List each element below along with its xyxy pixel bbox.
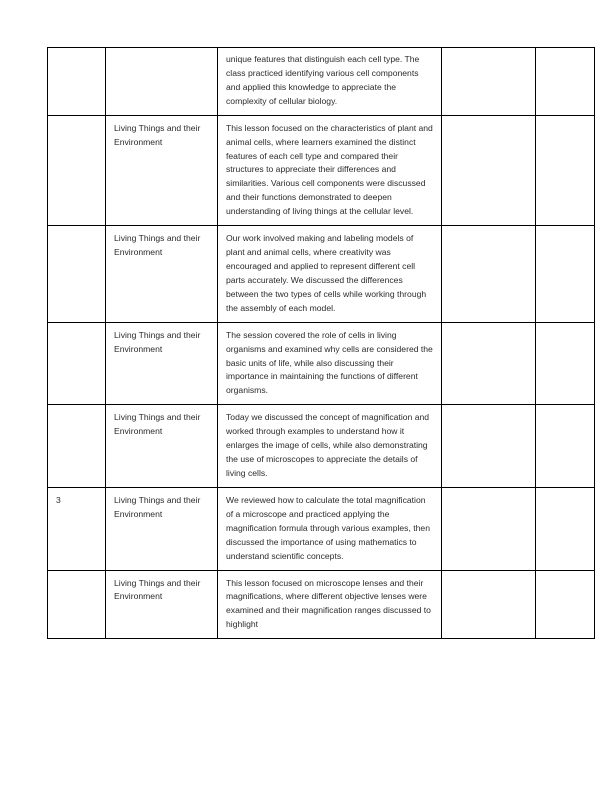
cell-extra2 (536, 405, 595, 488)
cell-reflection: Our work involved making and labeling models of plant and animal cells, where creativity was encouraged and applied to represent different cell parts accurately. We discussed the differences between the two types of cells while working through the assembly of each model. (218, 226, 442, 323)
cell-strand: Living Things and their Environment (106, 405, 218, 488)
cell-week-number: 3 (48, 487, 106, 570)
cell-extra1 (442, 322, 536, 405)
cell-reflection: This lesson focused on the characteristics of plant and animal cells, where learners examined the distinct features of each cell type and compared their structures to appreciate their differences and similarities. Various cell components were discussed and their functions demonstrated to deepen understanding of living things at the cellular level. (218, 115, 442, 225)
cell-reflection: Today we discussed the concept of magnification and worked through examples to understand how it enlarges the image of cells, while also demonstrating the use of microscopes to appreciate the details of living cells. (218, 405, 442, 488)
cell-extra1 (442, 405, 536, 488)
cell-extra2 (536, 570, 595, 639)
cell-strand (106, 48, 218, 116)
cell-extra2 (536, 322, 595, 405)
table-row (48, 115, 595, 225)
cell-strand: Living Things and their Environment (106, 570, 218, 639)
cell-extra1 (442, 226, 536, 323)
table-row (48, 570, 595, 639)
cell-week (48, 570, 106, 639)
cell-week (48, 405, 106, 488)
table-row (48, 226, 595, 323)
cell-strand: Living Things and their Environment (106, 226, 218, 323)
cell-reflection: We reviewed how to calculate the total magnification of a microscope and practiced applying the magnification formula through various examples, then discussed the importance of using mathematics to understand scientific concepts. (218, 487, 442, 570)
cell-extra1 (442, 487, 536, 570)
cell-reflection: This lesson focused on microscope lenses and their magnifications, where different objective lenses were examined and their magnification ranges discussed to highlight (218, 570, 442, 639)
cell-week (48, 226, 106, 323)
table-row (48, 487, 595, 570)
cell-extra2 (536, 115, 595, 225)
cell-week (48, 48, 106, 116)
table-row (48, 405, 595, 488)
lesson-record-table (47, 47, 595, 639)
cell-week (48, 322, 106, 405)
table-row (48, 322, 595, 405)
table-body (48, 48, 595, 639)
cell-strand: Living Things and their Environment (106, 322, 218, 405)
cell-extra1 (442, 115, 536, 225)
cell-extra2 (536, 226, 595, 323)
cell-reflection: The session covered the role of cells in living organisms and examined why cells are considered the basic units of life, while also discussing their importance in maintaining the functions of different organisms. (218, 322, 442, 405)
cell-week (48, 115, 106, 225)
cell-extra1 (442, 570, 536, 639)
cell-strand: Living Things and their Environment (106, 115, 218, 225)
cell-extra2 (536, 48, 595, 116)
cell-extra1 (442, 48, 536, 116)
cell-extra2 (536, 487, 595, 570)
cell-strand: Living Things and their Environment (106, 487, 218, 570)
table-row (48, 48, 595, 116)
cell-reflection: unique features that distinguish each cell type. The class practiced identifying various cell components and applied this knowledge to appreciate the complexity of cellular biology. (218, 48, 442, 116)
